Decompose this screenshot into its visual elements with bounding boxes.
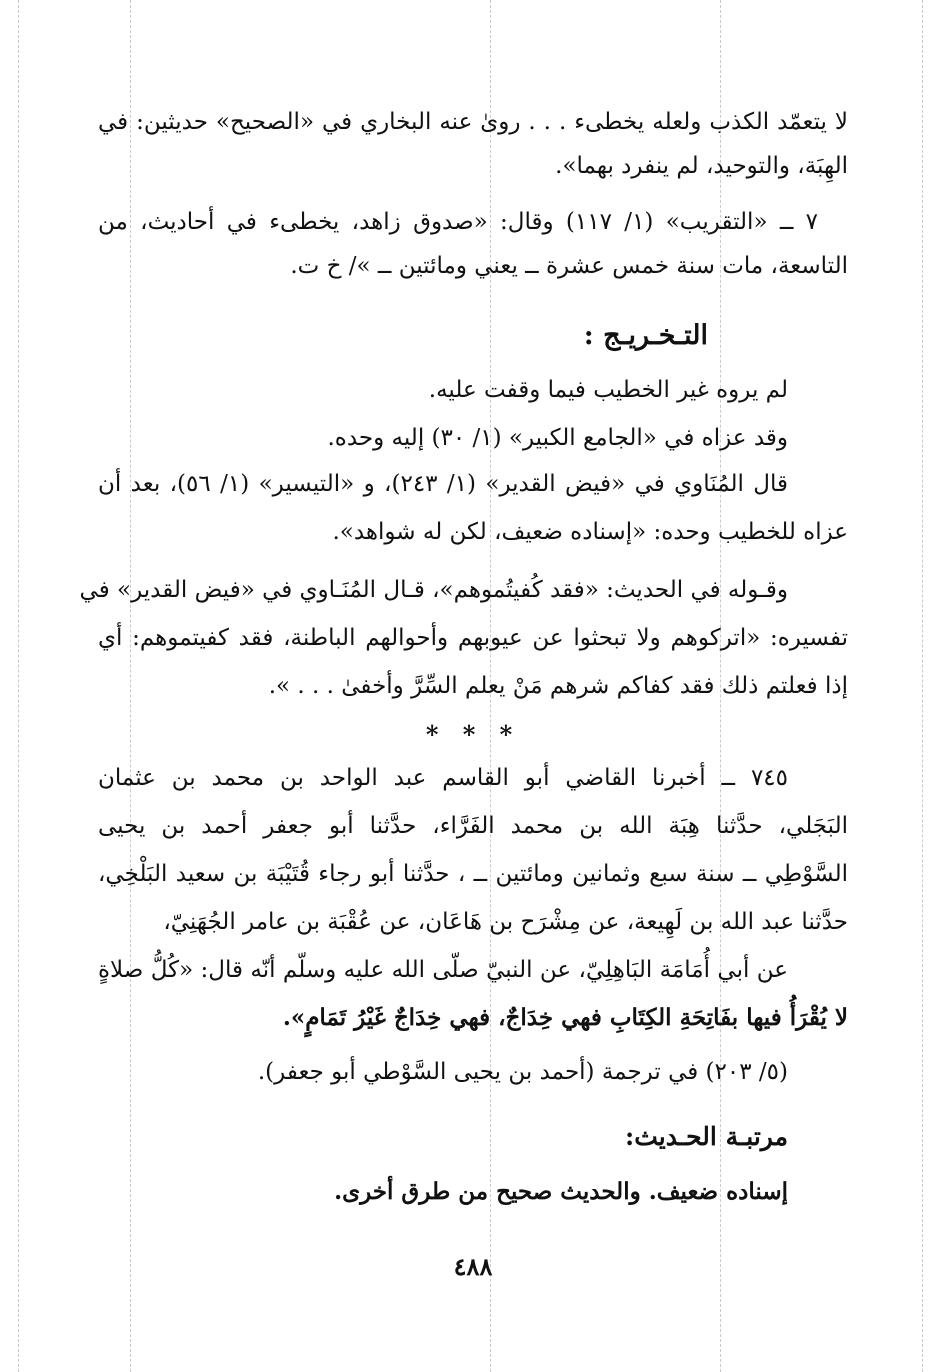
- hadith-line: البَجَلي، حدَّثنا هِبَة الله بن محمد الفَرَّاء، حدَّثنا أبو جعفر أحمد بن يحيى: [98, 813, 848, 839]
- footnote-line: التاسعة، مات سنة خمس عشرة ــ يعني ومائتين ــ »/ خ ت.: [290, 253, 848, 279]
- guide-line: [922, 0, 923, 1372]
- page-number: ٤٨٨: [453, 1252, 493, 1281]
- hadith-line: عن أبي أُمَامَة البَاهِلِيّ، عن النبيّ صلّى الله عليه وسلّم أنّه قال: «كُلُّ صلاةٍ: [98, 957, 788, 983]
- section-heading-takhrij: التـخـريـج :: [583, 320, 708, 351]
- takhrij-line: إذا فعلتم ذلك فقد كفاكم شرهم مَنْ يعلم السِّرَّ وأخفىٰ . . . ».: [268, 673, 848, 699]
- takhrij-line: لم يروه غير الخطيب فيما وقفت عليه.: [428, 377, 788, 403]
- section-heading-rank: مرتبـة الحـديث:: [624, 1122, 788, 1151]
- hadith-line: ٧٤٥ ــ أخبرنا القاضي أبو القاسم عبد الواحد بن محمد بن عثمان: [98, 765, 788, 791]
- section-separator: * * *: [425, 720, 521, 749]
- footnote-line: الهِبَة، والتوحيد، لم ينفرد بهما».: [555, 153, 848, 179]
- takhrij-line: عزاه للخطيب وحده: «إسناده ضعيف، لكن له شواهد».: [332, 519, 848, 545]
- hadith-line: السَّوْطِي ــ سنة سبع وثمانين ومائتين ــ ، حدَّثنا أبو رجاء قُتَيْبَة بن سعيد البَلْخِي،: [98, 861, 848, 887]
- takhrij-line: وقد عزاه في «الجامع الكبير» (١/ ٣٠) إليه وحده.: [327, 425, 788, 451]
- footnote-line: لا يتعمّد الكذب ولعله يخطىء . . . روىٰ عنه البخاري في «الصحيح» حديثين: في: [98, 109, 848, 135]
- hadith-text-line: لا يُقْرَأُ فيها بفَاتِحَةِ الكِتَابِ فهي خِدَاجٌ، فهي خِدَاجٌ غَيْرُ تَمَامٍ».: [282, 1004, 848, 1031]
- guide-line: [18, 0, 19, 1372]
- takhrij-line: وقـوله في الحديث: «فقد كُفيتُموهم»، قـال المُنَـاوي في «فيض القدير» في: [79, 577, 788, 603]
- rank-line: إسناده ضعيف. والحديث صحيح من طرق أخرى.: [334, 1178, 788, 1205]
- takhrij-line: قال المُنَاوي في «فيض القدير» (١/ ٢٤٣)، و «التيسير» (١/ ٥٦)، بعد أن: [98, 471, 789, 497]
- hadith-source-line: (٥/ ٢٠٣) في ترجمة (أحمد بن يحيى السَّوْطي أبو جعفر).: [257, 1059, 788, 1085]
- takhrij-line: تفسيره: «اتركوهم ولا تبحثوا عن عيوبهم وأحوالهم الباطنة، فقد كفيتموهم: أي: [98, 625, 848, 651]
- footnote-line: ٧ ــ «التقريب» (١/ ١١٧) وقال: «صدوق زاهد، يخطىء في أحاديث، من: [98, 209, 818, 235]
- hadith-line: حدَّثنا عبد الله بن لَهِيعة، عن مِشْرَح بن هَاعَان، عن عُقْبَة بن عامر الجُهَنِيّ،: [163, 909, 848, 935]
